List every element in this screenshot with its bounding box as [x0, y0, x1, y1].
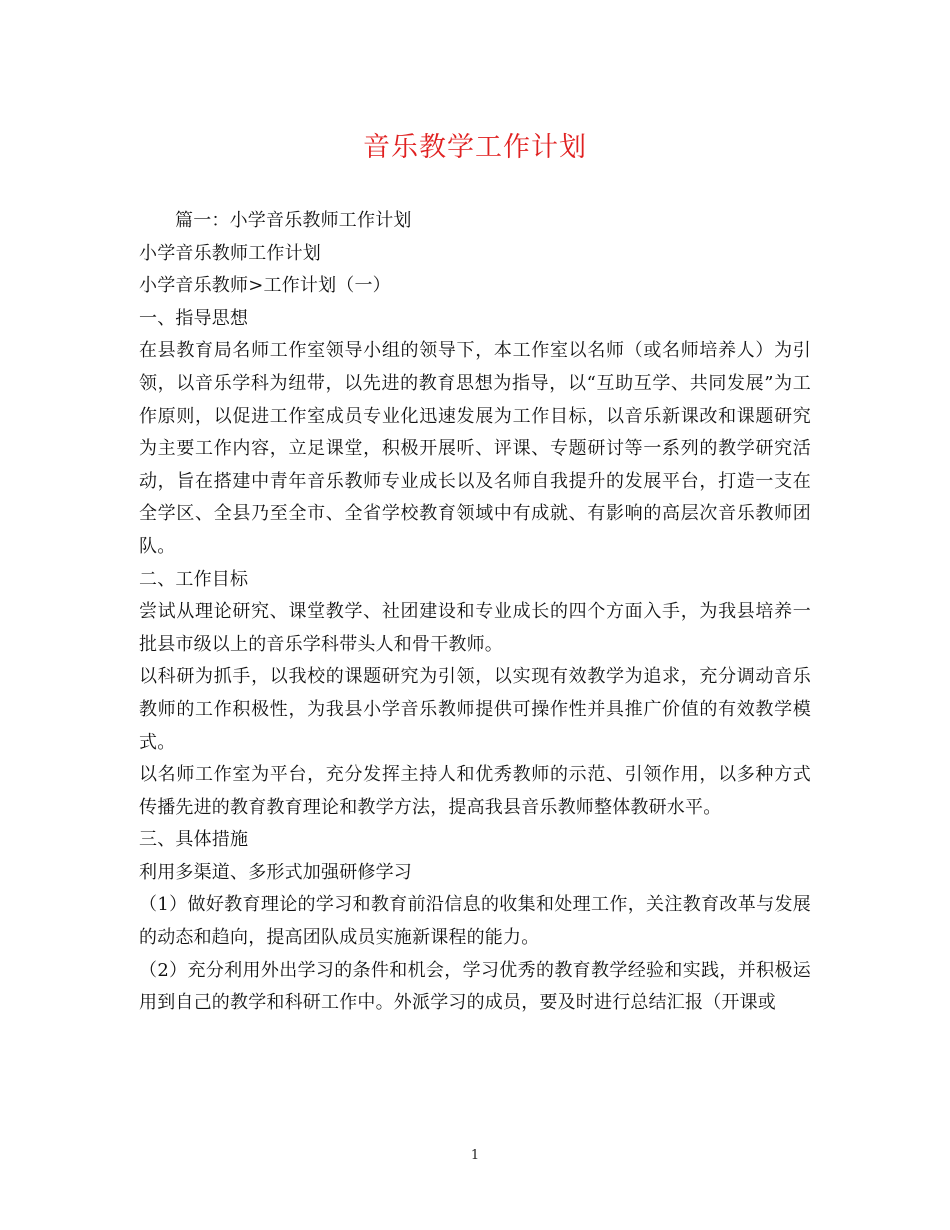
section-heading: 篇一：小学音乐教师工作计划: [175, 210, 412, 231]
section-heading: 二、工作目标: [139, 568, 249, 590]
paragraph: 小学音乐教师工作计划: [139, 242, 321, 264]
paragraph: 在县教育局名师工作室领导小组的领导下，本工作室以名师（或名师培养人）为引领，以音乐学科为纽带，以先进的教育思想为指导，以“互助互学、共同发展”为工作原则，以促进工作室成员专业化迅速发展为工作目标，以音乐新课改和课题研究为主要工作内容，立足课堂，积极开展听、评课、专题研讨等一系列的教学研究活动，旨在搭建中青年音乐教师专业成长以及名师自我提升的发展平台，打造一支在全学区、全县乃至全市、全省学校教育领域中有成就、有影响的高层次音乐教师团队。: [139, 340, 811, 557]
paragraph: （1）做好教育理论的学习和教育前沿信息的收集和处理工作，关注教育改革与发展的动态和趋向，提高团队成员实施新课程的能力。: [139, 894, 811, 949]
paragraph: 以科研为抓手，以我校的课题研究为引领，以实现有效教学为追求，充分调动音乐教师的工作积极性，为我县小学音乐教师提供可操作性并具推广价值的有效教学模式。: [139, 666, 811, 753]
paragraph: 以名师工作室为平台，充分发挥主持人和优秀教师的示范、引领作用，以多种方式传播先进的教育教育理论和教学方法，提高我县音乐教师整体教研水平。: [139, 764, 811, 818]
document-body: [139, 205, 811, 1020]
paragraph: 利用多渠道、多形式加强研修学习: [139, 861, 412, 883]
document-title: 音乐教学工作计划: [363, 132, 587, 163]
page-number: 1: [470, 1148, 480, 1163]
paragraph: 尝试从理论研究、课堂教学、社团建设和专业成长的四个方面入手，为我县培养一批县市级以上的音乐学科带头人和骨干教师。: [139, 601, 811, 655]
paragraph: （2）充分利用外出学习的条件和机会，学习优秀的教育教学经验和实践，并积极运用到自己的教学和科研工作中。外派学习的成员，要及时进行总结汇报（开课或: [139, 959, 811, 1014]
section-heading: 一、指导思想: [139, 307, 249, 329]
section-heading: 三、具体措施: [139, 829, 249, 851]
paragraph: 小学音乐教师>工作计划（一）: [139, 275, 391, 297]
